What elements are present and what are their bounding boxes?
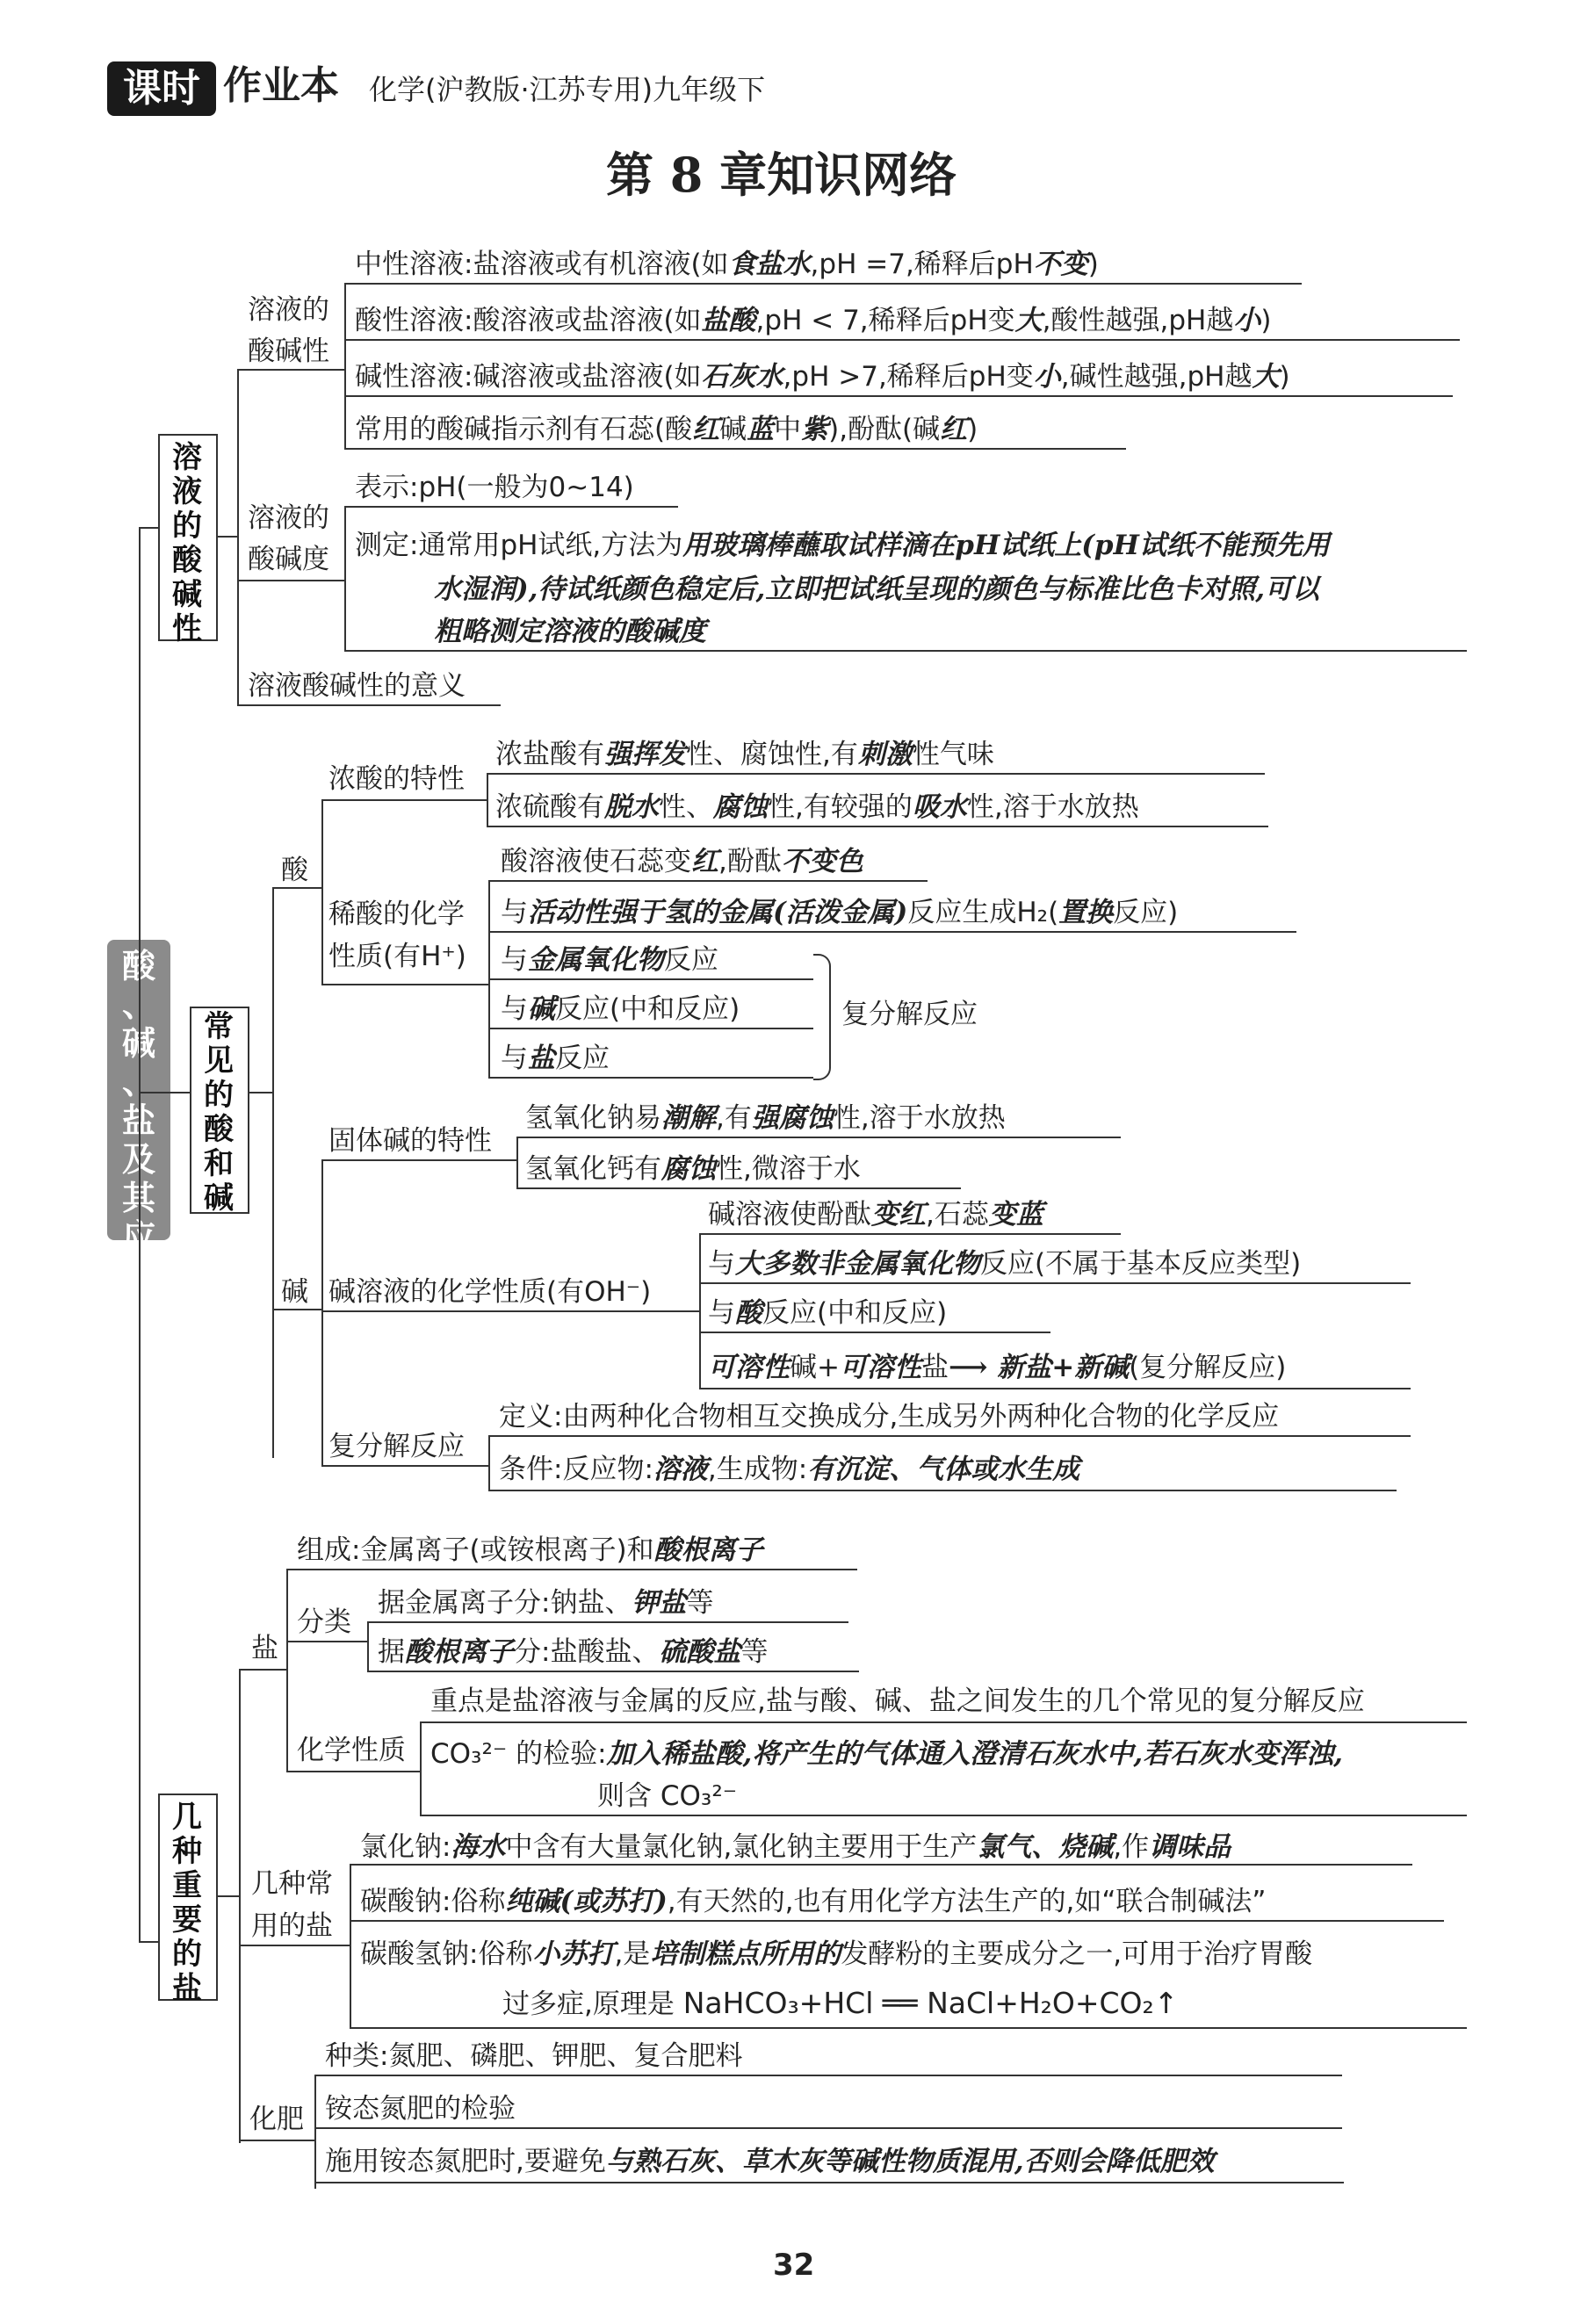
series-name: 作业本 [223,63,339,108]
tree-line [344,395,1453,397]
tree-line [286,1569,857,1570]
tree-line [488,978,813,980]
main-topic-label: 酸 、 碱 、 盐 及 其 应 用 [121,947,155,1295]
tree-line [344,283,1302,285]
dilute-p5: 与盐反应 [501,1043,610,1074]
fert-test: 铵态氮肥的检验 [325,2093,516,2125]
section-title: 溶 液 的 酸 碱 性 [172,440,202,646]
tree-line [350,1864,351,2027]
tree-line [286,1771,420,1772]
dilute-acid-label2: 性质(有H⁺) [328,941,466,972]
tree-line [487,826,1268,827]
tree-line [344,506,346,650]
salt-class-label: 分类 [297,1606,351,1638]
double-decomp-label: 复分解反应 [328,1431,465,1462]
dilute-p1: 酸溶液使石蕊变红,酚酞不变色 [501,846,863,877]
salt-chem1: 重点是盐溶液与金属的反应,盐与酸、碱、盐之间发生的几个常见的复分解反应 [430,1685,1365,1717]
acidic-solution: 酸性溶液:酸溶液或盐溶液(如盐酸,pH < 7,稀释后pH变大,酸性越强,pH越小) [355,305,1272,336]
tree-line [344,448,1126,450]
section-title: 常 见 的 酸 和 碱 [204,1009,234,1216]
tree-line [321,799,323,984]
base-solution-label: 碱溶液的化学性质(有OH⁻) [328,1276,652,1308]
node-label: 溶液的 [248,502,329,534]
tree-line [344,283,346,448]
node-label: 酸碱性 [248,336,329,367]
solid-base-label: 固体碱的特性 [328,1125,492,1157]
tree-line [350,2027,1467,2029]
ph-measure-line2: 水湿润),待试纸颜色稳定后,立即把试纸呈现的颜色与标准比色卡对照,可以 [434,574,1320,605]
base-p3: 与酸反应(中和反应) [708,1297,948,1329]
dilute-acid-label1: 稀酸的化学 [328,899,465,930]
double-decomp-note: 复分解反应 [841,999,978,1030]
tree-line [321,1465,488,1467]
tree-line [367,1671,859,1672]
tree-line [699,1388,1411,1389]
tree-line [516,1137,1121,1138]
dilute-p2: 与活动性强于氢的金属(活泼金属)反应生成H₂(置换反应) [501,897,1179,928]
fert-kinds: 种类:氮肥、磷肥、钾肥、复合肥料 [325,2040,743,2072]
salt-chem-label: 化学性质 [297,1735,406,1766]
subject-line: 化学(沪教版·江苏专用)九年级下 [369,73,766,106]
common-salts-label2: 用的盐 [251,1910,333,1942]
na2co3: 碳酸钠:俗称纯碱(或苏打),有天然的,也有用化学方法生产的,如“联合制碱法” [360,1886,1267,1917]
conc-acid-label: 浓酸的特性 [328,763,465,795]
tree-line [216,1895,239,1897]
tree-line [248,1092,272,1093]
tree-line [344,650,1467,652]
tree-line [367,1621,848,1623]
tree-line [286,1641,367,1642]
tree-line [139,527,158,529]
brace [813,954,831,1080]
acid-label: 酸 [281,855,308,886]
tree-line [139,527,141,1941]
page-title: 第 8 章知识网络 [606,147,957,203]
neutral-solution: 中性溶液:盐溶液或有机溶液(如食盐水,pH =7,稀释后pH不变) [355,249,1099,280]
ph-measure: 测定:通常用pH试纸,方法为用玻璃棒蘸取试样滴在pH试纸上(pH试纸不能预先用 [355,530,1330,561]
tree-line [488,1077,813,1079]
tree-line [699,1233,1121,1235]
tree-line [488,1435,1411,1437]
tree-line [420,1721,422,1815]
tree-line [350,1920,1444,1922]
base-p4: 可溶性碱+可溶性盐⟶ 新盐+新碱(复分解反应) [708,1352,1287,1383]
nahco3: 碳酸氢钠:俗称小苏打,是培制糕点所用的发酵粉的主要成分之一,可用于治疗胃酸 [360,1938,1313,1970]
dilute-p3: 与金属氧化物反应 [501,944,718,976]
double-def: 定义:由两种化合物相互交换成分,生成另外两种化合物的化学反应 [499,1401,1280,1433]
tree-line [516,1137,518,1187]
base-label: 碱 [281,1276,308,1308]
tree-line [488,931,1296,933]
conc-h2so4: 浓硫酸有脱水性、腐蚀性,有较强的吸水性,溶于水放热 [495,791,1139,823]
fert-use: 施用铵态氮肥时,要避免与熟石灰、草木灰等碱性物质混用,否则会降低肥效 [325,2146,1215,2177]
naoh: 氢氧化钠易潮解,有强腐蚀性,溶于水放热 [525,1102,1006,1134]
acidity-meaning: 溶液酸碱性的意义 [248,670,466,702]
tree-line [488,1435,490,1490]
tree-line [139,1941,158,1943]
tree-line [272,1309,321,1310]
node-label: 酸碱度 [248,544,329,575]
tree-line [350,1864,1412,1866]
tree-line [286,1569,288,1771]
tree-line [139,1092,158,1093]
tree-line [321,1310,699,1312]
salt-class1: 据金属离子分:钠盐、钾盐等 [378,1587,714,1619]
salt-label: 盐 [251,1633,278,1664]
tree-line [237,704,501,706]
tree-line [314,2127,1342,2129]
dilute-p4: 与碱反应(中和反应) [501,993,740,1025]
tree-line [158,1092,190,1093]
tree-line [237,369,344,371]
indicator: 常用的酸碱指示剂有石蕊(酸红碱蓝中紫),酚酞(碱红) [355,414,978,445]
salt-chem2: CO₃²⁻ 的检验:加入稀盐酸,将产生的气体通入澄清石灰水中,若石灰水变浑浊, [430,1738,1343,1770]
series-logo: 课时 [107,61,216,116]
tree-line [237,369,239,694]
tree-line [488,880,928,882]
tree-line [321,1388,323,1465]
tree-line [321,1159,516,1161]
tree-line [239,1945,350,1946]
base-p1: 碱溶液使酚酞变红,石蕊变蓝 [708,1199,1043,1231]
tree-line [239,1669,241,2143]
tree-line [344,339,1460,341]
salt-composition: 组成:金属离子(或铵根离子)和酸根离子 [297,1534,763,1566]
double-cond: 条件:反应物:溶液,生成物:有沉淀、气体或水生成 [499,1454,1080,1485]
tree-line [367,1621,369,1671]
salt-chem2-end: 则含 CO₃²⁻ [597,1780,738,1812]
fert-label: 化肥 [249,2104,304,2135]
tree-line [314,2075,316,2189]
tree-line [487,773,1265,775]
tree-line [237,650,239,704]
conc-hcl: 浓盐酸有强挥发性、腐蚀性,有刺激性气味 [495,739,994,770]
caoh: 氢氧化钙有腐蚀性,微溶于水 [525,1153,861,1185]
tree-line [516,1187,961,1189]
page-number: 32 [773,2248,815,2283]
common-salts-label1: 几种常 [251,1868,333,1900]
tree-line [420,1815,1467,1816]
tree-line [488,1028,813,1029]
tree-line [239,1669,286,1671]
base-p2: 与大多数非金属氧化物反应(不属于基本反应类型) [708,1248,1302,1280]
tree-line [237,580,344,581]
ph-express: 表示:pH(一般为0~14) [355,472,634,503]
tree-line [699,1282,1411,1284]
section-title: 几 种 重 要 的 盐 [172,1800,202,2006]
tree-line [314,2075,1342,2076]
tree-line [699,1233,701,1388]
tree-line [699,1332,1050,1333]
tree-line [272,887,274,1458]
ph-measure-line3: 粗略测定溶液的酸碱度 [434,616,706,647]
tree-line [321,799,487,801]
basic-solution: 碱性溶液:碱溶液或盐溶液(如石灰水,pH >7,稀释后pH变小,碱性越强,pH越大) [355,361,1290,393]
tree-line [321,984,488,985]
salt-class2: 据酸根离子分:盐酸盐、硫酸盐等 [378,1636,769,1668]
node-label: 溶液的 [248,294,329,326]
tree-line [487,773,488,826]
tree-line [239,2140,314,2141]
tree-line [344,506,678,508]
nacl: 氯化钠:海水中含有大量氯化钠,氯化钠主要用于生产氯气、烧碱,作调味品 [360,1831,1231,1863]
tree-line [272,887,321,889]
tree-line [420,1721,1467,1723]
tree-line [314,2182,1344,2183]
tree-line [488,1490,1397,1491]
tree-line [216,536,237,538]
nahco3-line2: 过多症,原理是 NaHCO₃+HCl ══ NaCl+H₂O+CO₂↑ [502,1986,1179,2020]
